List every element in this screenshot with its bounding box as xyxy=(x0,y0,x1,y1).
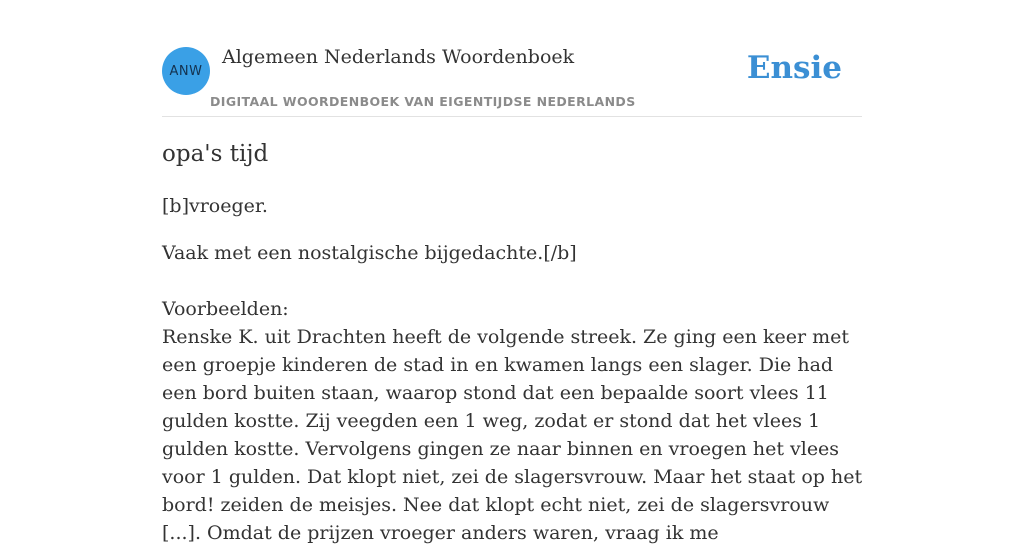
definition-line: [b]vroeger. xyxy=(162,195,268,217)
entry-content xyxy=(162,137,864,547)
example-text: Renske K. uit Drachten heeft de volgende streek. Ze ging een keer met een groepje kinderen de stad in en kwamen langs een slager. Die had een bord buiten staan, waarop stond dat een bepaalde soort vlees 11 gulden kostte. Zij veegden een 1 weg, zodat er stond dat het vlees 1 gulden kostte. Vervolgens gingen ze naar binnen en vroegen het vlees voor 1 gulden. Dat klopt niet, zei de slagersvrouw. Maar het staat op het bord! zeiden de meisjes. Nee dat klopt echt niet, zei de slagersvrouw [...]. Omdat de prijzen vroeger anders waren, vraag ik me xyxy=(162,326,863,544)
examples-label: Voorbeelden: xyxy=(162,298,289,320)
entry-title: opa's tijd xyxy=(162,141,269,167)
spacer xyxy=(162,267,864,295)
site-subtitle: DIGITAAL WOORDENBOEK VAN EIGENTIJDSE NEDERLANDS xyxy=(210,94,636,109)
ensie-brand-link[interactable]: Ensie xyxy=(746,50,842,86)
definition-note: Vaak met een nostalgische bijgedachte.[/b] xyxy=(162,242,577,264)
site-title[interactable]: Algemeen Nederlands Woordenboek xyxy=(222,46,575,68)
anw-logo[interactable] xyxy=(162,47,210,95)
site-header xyxy=(162,0,862,117)
anw-logo-text: ANW xyxy=(169,63,203,79)
